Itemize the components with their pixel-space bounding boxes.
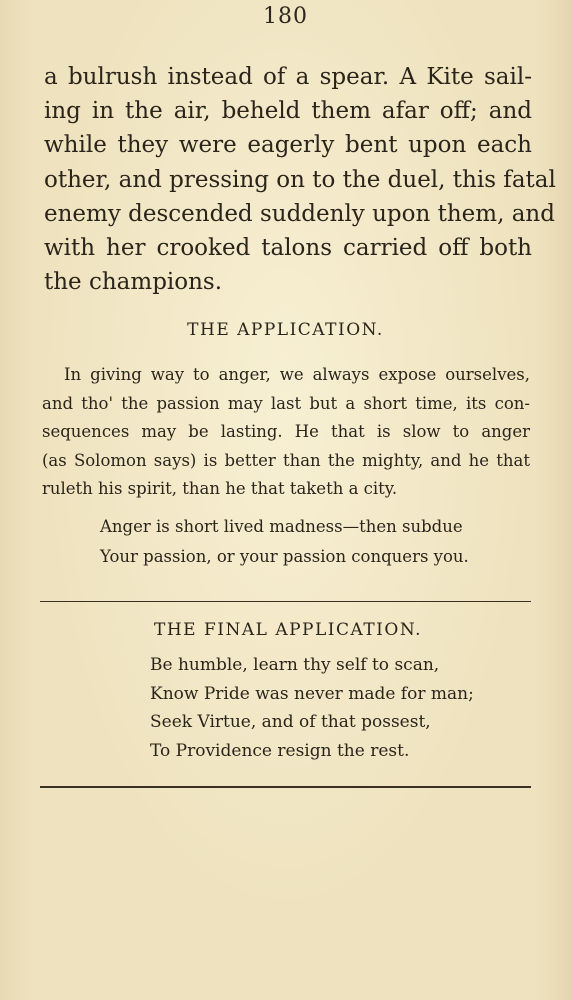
application-heading: THE APPLICATION. bbox=[187, 320, 384, 340]
verse-line: Be humble, learn thy self to scan, bbox=[150, 655, 440, 675]
final-application-verse bbox=[150, 651, 474, 765]
application-line: In giving way to anger, we always expose ourselves, bbox=[64, 365, 530, 384]
body-line: with her crooked talons carried off both bbox=[44, 235, 532, 262]
application-line: (as Solomon says) is better than the mighty, and he that bbox=[42, 450, 530, 470]
body-line: other, and pressing on to the duel, this fatal bbox=[44, 166, 556, 193]
body-line: the champions. bbox=[44, 269, 223, 296]
application-line: sequences may be lasting. He that is slow to anger bbox=[42, 422, 530, 441]
verse-line: Anger is short lived madness—then subdue bbox=[100, 517, 463, 536]
verse-line: To Providence resign the rest. bbox=[150, 740, 410, 761]
section-divider-bottom bbox=[40, 786, 531, 788]
verse-line: Seek Virtue, and of that possest, bbox=[150, 712, 431, 732]
application-line: ruleth his spirit, than he that taketh a city. bbox=[42, 479, 398, 498]
application-verse bbox=[100, 512, 469, 572]
body-line: a bulrush instead of a spear. A Kite sail- bbox=[44, 64, 532, 90]
page-number: 180 bbox=[263, 4, 308, 29]
fable-body-text bbox=[44, 60, 556, 299]
application-line: and tho' the passion may last but a short time, its con- bbox=[42, 393, 530, 413]
body-line: enemy descended suddenly upon them, and bbox=[44, 200, 555, 227]
body-line: ing in the air, beheld them afar off; and bbox=[44, 98, 532, 125]
verse-line: Know Pride was never made for man; bbox=[150, 683, 474, 704]
body-line: while they were eagerly bent upon each bbox=[44, 132, 532, 159]
section-divider-top bbox=[40, 601, 531, 602]
verse-line: Your passion, or your passion conquers you. bbox=[100, 547, 469, 566]
final-application-heading: THE FINAL APPLICATION. bbox=[154, 620, 423, 640]
application-text bbox=[42, 361, 530, 504]
